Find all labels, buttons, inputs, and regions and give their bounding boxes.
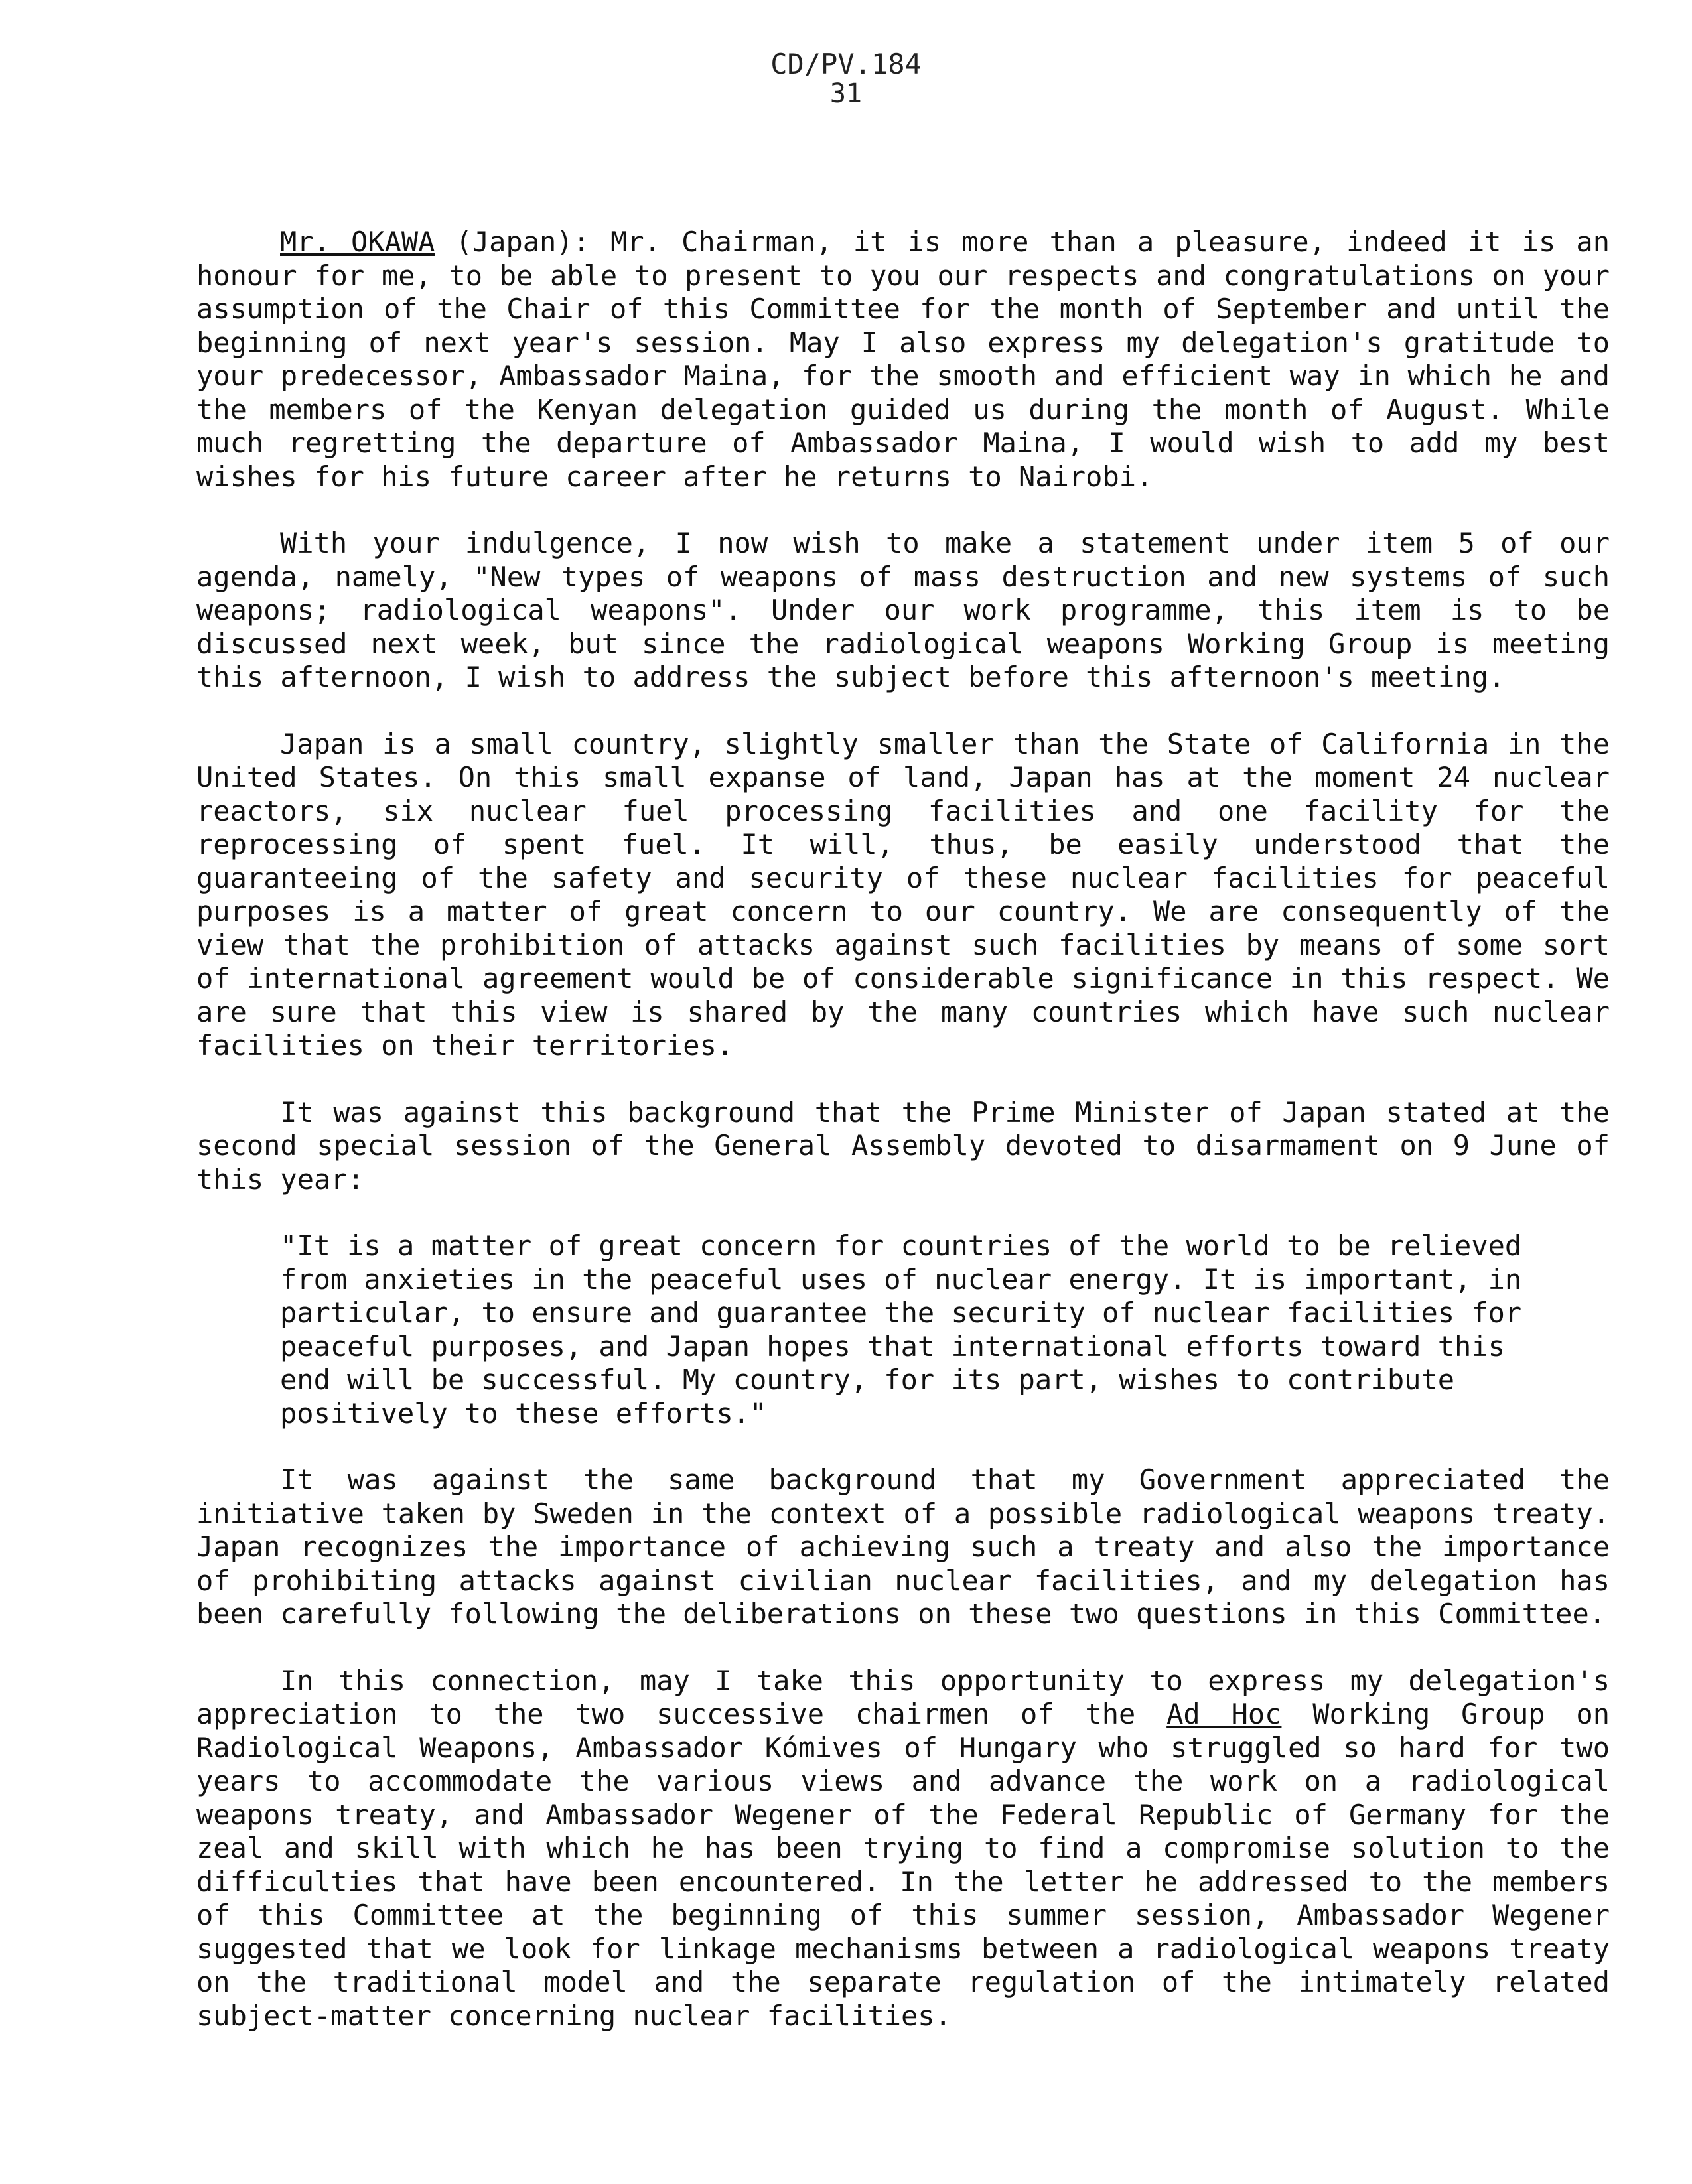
document-body	[196, 226, 1610, 2066]
paragraph-4: It was against this background that the Prime Minister of Japan stated at the second special session of the General Assembly devoted to disarmament on 9 June of this year:	[196, 1095, 1610, 1195]
speaker-name: Mr. OKAWA	[280, 226, 435, 258]
paragraph-3: Japan is a small country, slightly smaller than the State of California in the United States. On this small expanse of land, Japan has at the moment 24 nuclear reactors, six nuclear fuel processing facilities and one facility for the reprocessing of spent fuel. It will, thus, be easily understood that the guaranteeing of the safety and security of these nuclear facilities for peaceful purposes is a matter of great concern to our country. We are consequently of the view that the prohibition of attacks against such facilities by means of some sort of international agreement would be of considerable significance in this respect. We are sure that this view is shared by the many countries which have such nuclear facilities on their territories.	[196, 727, 1610, 1061]
speaker-country: (Japan):	[435, 226, 611, 258]
block-quote: "It is a matter of great concern for countries of the world to be relieved from anxieties in the peaceful uses of nuclear energy. It is important, in particular, to ensure and guarantee the security of nuclear facilities for peaceful purposes, and Japan hopes that international efforts toward this end will be successful. My country, for its part, wishes to contribute positively to these efforts."	[280, 1229, 1522, 1430]
paragraph-2: With your indulgence, I now wish to make a statement under item 5 of our agenda, namely, "New types of weapons of mass destruction and new systems of such weapons; radiological weapons". Under our work programme, this item is to be discussed next week, but since the radiological weapons Working Group is meeting this afternoon, I wish to address the subject before this afternoon's meeting.	[196, 527, 1610, 693]
paragraph-text: Working Group on Radiological Weapons, Ambassador Kómives of Hungary who struggled so hard for two years to accommodate the various views and advance the work on a radiological weapons treaty, and Ambassador Wegener of the Federal Republic of Germany for the zeal and skill with which he has been trying to find a compromise solution to the difficulties that have been encountered. In the letter he addressed to the members of this Committee at the beginning of this summer session, Ambassador Wegener suggested that we look for linkage mechanisms between a radiological weapons treaty on the traditional model and the separate regulation of the intimately related subject-matter concerning nuclear facilities.	[196, 1698, 1610, 2032]
paragraph-1	[196, 226, 1610, 494]
paragraph-text: In this connection, may I take this opportunity to express my delegation's appreciation to the two successive chairmen of the	[196, 1664, 1610, 1730]
page-number: 31	[829, 78, 863, 109]
paragraph-5: It was against the same background that my Government appreciated the initiative taken by Sweden in the context of a possible radiological weapons treaty. Japan recognizes the importance of achieving such a treaty and also the importance of prohibiting attacks against civilian nuclear facilities, and my delegation has been carefully following the deliberations on these two questions in this Committee.	[196, 1464, 1610, 1630]
paragraph-6	[196, 1665, 1610, 2033]
paragraph-text: Mr. Chairman, it is more than a pleasure, indeed it is an honour for me, to be able to present to you our respects and congratulations on your assumption of the Chair of this Committee for the month of September and until the beginning of next year's session. May I also express my delegation's gratitude to your predecessor, Ambassador Maina, for the smooth and efficient way in which he and the members of the Kenyan delegation guided us during the month of August. While much regretting the departure of Ambassador Maina, I would wish to add my best wishes for his future career after he returns to Nairobi.	[196, 226, 1610, 493]
ad-hoc-emphasis: Ad Hoc	[1166, 1698, 1282, 1730]
document-symbol: CD/PV.184	[770, 48, 922, 80]
